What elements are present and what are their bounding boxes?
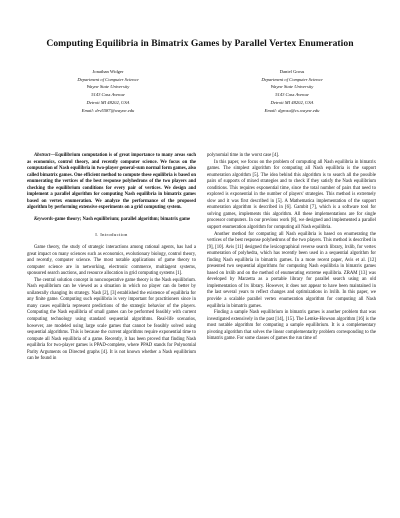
paper-title: Computing Equilibria in Bimatrix Games by Parallel Vertex Enumeration: [46, 38, 354, 49]
left-column: [27, 153, 196, 363]
author-university: Wayne State University: [86, 84, 130, 90]
author-city: Detroit MI 48202, USA: [270, 99, 314, 105]
author-name: Jonathan Widger: [92, 69, 124, 74]
author-block-1: [28, 68, 188, 114]
author-university: Wayne State University: [270, 84, 314, 90]
body-paragraph: Finding a sample Nash equilibrium in bimatrix games is another problem that was investigated extensively in the past [14], [15]. The Lemke-Howson algorithm [16] is the most notable algorithm for computing a sample equilibrium. It is a complementary pivoting algorithm that solves the linear complementarity problem corresponding to the bimatrix game. For some classes of games the run time of: [207, 310, 376, 342]
abstract: [27, 153, 196, 212]
body-paragraph: The central solution concept in noncooperative game theory is the Nash equilibrium. Nash equilibrium can be viewed as a situation in which no player can do better by unilaterally changing its strategy. Nash [2], [3] established the existence of equilibria for any finite game. Computing such equilibria is very important for practitioners since in many cases equilibria represent predictions of the strategic behavior of the players. Computing the Nash equilibria of small games can be performed feasibly with current computing technology using standard sequential algorithms. Real-life scenarios, however, are modeled using large scale games that cannot be feasibly solved using sequential algorithms. This is because the current algorithms require exponential time to compute all Nash equilibria of a game. Recently, it has been proved that finding Nash equilibria for two-player games is PPAD-complete, where PPAD stands for Polynomial Parity Arguments on Directed graphs [4]. It is not known whether a Nash equilibrium can be found in: [27, 277, 196, 362]
author-street: 5143 Cass Avenue: [275, 92, 309, 98]
abstract-label: Abstract: [34, 153, 51, 158]
keywords-text: -game theory; Nash equilibrium; parallel algorithm; bimatrix game: [53, 216, 191, 222]
author-city: Detroit MI 48202, USA: [86, 99, 130, 105]
body-paragraph: Game theory, the study of strategic interactions among rational agents, has had a great impact on many sciences such as economics, evolutionary biology, control theory, and recently, computer science. The most notable applications of game theory to computer science are in networking, electronic commerce, multiagent systems, sponsored search auctions, and resource allocation in grid computing systems [1].: [27, 245, 196, 277]
body-paragraph: In this paper, we focus on the problem of computing all Nash equilibria in bimatrix games. The simplest algorithm for computing all Nash equilibria is the support enumeration algorithm [5]. The idea behind this algorithm is to search all the possible pairs of supports of mixed strategies and to check if they satisfy the Nash equilibrium conditions. This requires exponential time, since the total number of pairs that need to explored is exponential in the number of players' strategies. This method is extremely slow and it was first described in [5]. A Mathematica implementation of the support enumeration algorithm is described in [6]. Gambit [7], which is a software tool for solving games, implements this algorithm. All these implementations are for single processor computers. In our previous work [8], we designed and implemented a parallel support enumeration algorithm for computing all Nash equilibria.: [207, 159, 376, 231]
body-paragraph: Another method for computing all Nash equilibria is based on enumerating the vertices of the best response polyhedrons of the two players. This method is described in [9], [10]. Avis [11] designed the lexicographical reverse search library, lrslib, for vertex enumeration of polyhedra, which has recently been used in a sequential algorithm for finding Nash equilibria in bimatrix games. In a more recent paper, Avis et al. [12] presented two sequential algorithms for computing Nash equilibria in bimatrix games based on lrslib and on the method of enumerating extreme equilibria. ZRAM [13] was developed by Marzetta as a portable library for parallel search using an old implementation of lrs library. However, it does not appear to have been maintained in the last several years to reflect changes and optimizations in lrslib. In this paper, we provide a scalable parallel vertex enumeration algorithm for computing all Nash equilibria in bimatrix games.: [207, 231, 376, 309]
section-heading: I. Introduction: [95, 232, 128, 238]
keywords: [27, 217, 196, 224]
author-department: Department of Computer Science: [261, 76, 323, 82]
author-email: Email: dgrosu@cs.wayne.edu: [264, 107, 320, 113]
author-email: Email: drv5587@wayne.edu: [81, 107, 135, 113]
author-street: 5143 Cass Avenue: [91, 92, 125, 98]
author-department: Department of Computer Science: [77, 76, 139, 82]
author-name: Daniel Grosu: [279, 69, 305, 74]
keywords-label: Keywords: [34, 216, 53, 222]
author-block-2: [212, 68, 372, 114]
body-paragraph: polynomial time in the worst case [4].: [207, 153, 280, 158]
abstract-text: —Equilibrium computation is of great importance to many areas such as economics, control theory, and recently computer science. We focus on the computation of Nash equilibria in two-player general-sum normal form games, also called bimatrix games. One efficient method to compute these equilibria is based on enumerating the vertices of the best response polyhedrons of the two players and checking the equilibrium conditions for every pair of vertices. We design and implement a parallel algorithm for computing Nash equilibria in bimatrix games based on vertex enumeration. We analyze the performance of the proposed algorithm by performing extensive experiments on a grid computing system.: [27, 153, 197, 211]
right-column: [207, 153, 376, 343]
